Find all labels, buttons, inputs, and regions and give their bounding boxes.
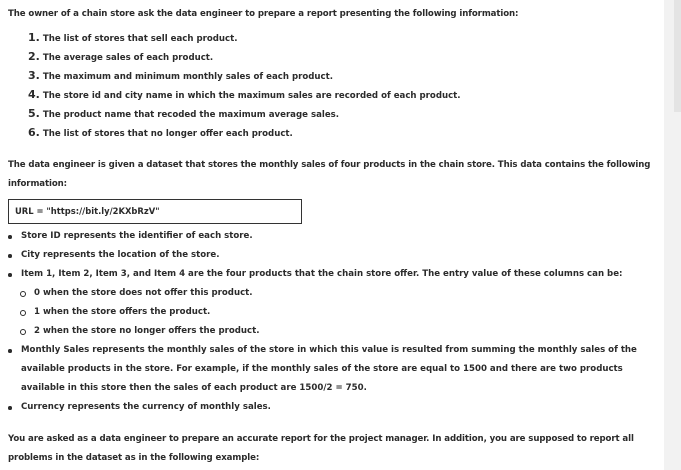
sub-bullet-value-0: 0 when the store does not offer this product. xyxy=(34,288,253,298)
sub-bullet-circle-icon xyxy=(20,329,26,335)
sub-bullet-circle-icon xyxy=(20,310,26,316)
requirement-item xyxy=(28,126,293,139)
url-text: URL = "https://bit.ly/2KXbRzV" xyxy=(15,206,160,216)
requirement-number: 2. xyxy=(28,50,40,63)
right-scroll-panel[interactable] xyxy=(664,0,681,470)
bullet-monthly-line-2: available products in the store. For example, if the monthly sales of the store are equal to 1500 and there are two products xyxy=(21,364,623,374)
requirement-item xyxy=(28,88,461,101)
url-box xyxy=(8,199,302,224)
requirement-item xyxy=(28,50,213,63)
dataset-intro-line-2: information: xyxy=(8,179,68,189)
bullet-items: Item 1, Item 2, Item 3, and Item 4 are the four products that the chain store offer. The entry value of these columns can be: xyxy=(21,269,623,279)
requirement-text: The store id and city name in which the maximum sales are recorded of each product. xyxy=(42,91,461,101)
requirement-text: The average sales of each product. xyxy=(42,53,214,63)
requirement-number: 4. xyxy=(28,88,40,101)
bullet-monthly-line-1: Monthly Sales represents the monthly sales of the store in which this value is resulted from summing the monthly sales of the xyxy=(21,345,637,355)
bullet-dot-icon xyxy=(8,349,12,353)
sub-bullet-value-2: 2 when the store no longer offers the product. xyxy=(34,326,260,336)
requirement-number: 5. xyxy=(28,107,40,120)
bullet-city: City represents the location of the store. xyxy=(21,250,220,260)
requirement-item xyxy=(28,31,238,44)
requirement-number: 3. xyxy=(28,69,40,82)
sub-bullet-circle-icon xyxy=(20,291,26,297)
closing-line-2: problems in the dataset as in the following example: xyxy=(8,453,260,463)
bullet-monthly-line-3: available in this store then the sales of each product are 1500/2 = 750. xyxy=(21,383,367,393)
bullet-dot-icon xyxy=(8,254,12,258)
bullet-dot-icon xyxy=(8,406,12,410)
bullet-dot-icon xyxy=(8,273,12,277)
bullet-store-id: Store ID represents the identifier of each store. xyxy=(21,231,253,241)
bullet-currency: Currency represents the currency of monthly sales. xyxy=(21,402,271,412)
requirement-text: The product name that recoded the maximum average sales. xyxy=(42,110,340,120)
bullet-dot-icon xyxy=(8,235,12,239)
sub-bullet-value-1: 1 when the store offers the product. xyxy=(34,307,211,317)
requirement-text: The list of stores that sell each product. xyxy=(42,34,238,44)
scroll-thumb[interactable] xyxy=(674,0,681,112)
requirement-text: The list of stores that no longer offer each product. xyxy=(42,129,293,139)
requirement-text: The maximum and minimum monthly sales of each product. xyxy=(42,72,333,82)
intro-text: The owner of a chain store ask the data engineer to prepare a report presenting the following information: xyxy=(8,9,519,19)
requirement-number: 1. xyxy=(28,31,40,44)
dataset-intro-line-1: The data engineer is given a dataset that stores the monthly sales of four products in the chain store. This data contains the following xyxy=(8,160,651,170)
requirement-item xyxy=(28,69,333,82)
requirement-item xyxy=(28,107,339,120)
requirement-number: 6. xyxy=(28,126,40,139)
closing-line-1: You are asked as a data engineer to prepare an accurate report for the project manager. In addition, you are supposed to report all xyxy=(8,434,634,444)
